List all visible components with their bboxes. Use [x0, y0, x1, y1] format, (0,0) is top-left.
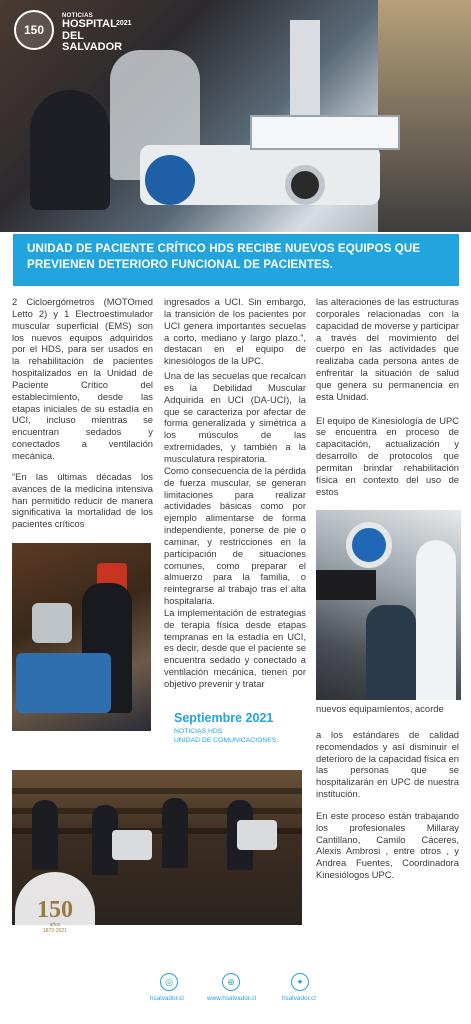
paragraph: las alteraciones de las estructuras corporales relacionadas con la capacidad de moverse y participar a través del movimiento del cuerpo en las actividades que realizaba cada persona antes de enfrentar la situación de salud que genera su permanencia en esta Unidad. — [316, 296, 459, 402]
paragraph: a los estándares de calidad recomendados y así disminuir el deterioro de la capacidad física en las personas que se hospitalizarán en UPC de nuestra institución. — [316, 728, 459, 800]
twitter-icon[interactable]: ✦ — [291, 973, 309, 991]
paragraph: ingresados a UCI. Sin embargo, la transición de los pacientes por UCI genera importantes secuelas a corto, mediano y largo plazo.”, destacan en el equipo de kinesiólogos de la UPC. — [164, 296, 306, 367]
seal-number: 150 — [37, 897, 73, 923]
auditorium-row — [12, 788, 302, 794]
paragraph: Una de las secuelas que recalcan es la Debilidad Muscular Adquirida en UCI (DA-UCI), la que se caracteriza por afectar de forma generalizada y simétrica a los músculos de las extremidades, y también a la musculatura respiratoria. — [164, 370, 306, 464]
seal-word: años — [49, 922, 61, 928]
article-column-3-continued — [316, 703, 459, 890]
photo-device — [32, 603, 72, 643]
hero-wheel — [285, 165, 325, 205]
hero-equipment-label — [250, 115, 400, 150]
headline-banner — [13, 234, 459, 286]
source-line-1: NOTICIAS HDS — [174, 728, 223, 735]
paragraph: nuevos equipamientos, acorde — [316, 703, 444, 714]
brand-name: HOSPITAL DEL SALVADOR — [62, 18, 123, 54]
paragraph: “En las últimas décadas los avances de la medicina intensiva han permitido reducir de manera significativa la mortalidad de los pacientes críticos — [12, 470, 153, 530]
source-line-2: UNIDAD DE COMUNICACIONES — [174, 736, 277, 744]
footer — [0, 968, 471, 1008]
headline-text: UNIDAD DE PACIENTE CRÍTICO HDS RECIBE NUEVOS EQUIPOS QUE PREVIENEN DETERIORO FUNCIONAL DE PACIENTES. — [27, 242, 421, 271]
brand-year: 2021 — [116, 20, 132, 27]
paragraph: La implementación de estrategias de terapia física desde etapas tempranas en la estadía en UCI, es decir, desde que el paciente se encuentra sedado y conectado a ventilación mecánica, tienen por objetivo prevenir y tratar — [164, 606, 306, 689]
photo-person — [32, 800, 58, 870]
brand-small: NOTICIAS — [62, 13, 94, 19]
twitter-link[interactable]: hsalvador.cl — [282, 995, 316, 1002]
photo-patient-bed — [12, 543, 151, 731]
dateline-month: Septiembre 2021 — [174, 711, 274, 725]
instagram-icon[interactable]: ◎ — [160, 973, 178, 991]
instagram-link[interactable]: hsalvador.cl — [150, 995, 184, 1002]
photo-device-arm — [316, 570, 376, 600]
web-icon[interactable]: ⊕ — [222, 973, 240, 991]
paragraph: El equipo de Kinesiología de UPC se encuentra en proceso de capacitación, actualización y desarrollo de protocolos que permitan brindar rehabilitación física en contexto del uso de estos — [316, 414, 459, 497]
hero-patient-shape — [30, 90, 110, 210]
photo-device — [112, 830, 152, 860]
anniversary-seal — [15, 872, 95, 942]
photo-person — [162, 798, 188, 868]
paragraph: En este proceso están trabajando los profesionales Millaray Cantillano, Camilo Cáceres, Alexis Ambrosi , entre otros , y Andrea Fuentes, Coordinadora Kinesiólogos UPC. — [316, 809, 459, 881]
article-column-2 — [164, 296, 306, 690]
paragraph: Como consecuencia de la pérdida de fuerza muscular, se generan limitaciones para realizar actividades básicas como por ejemplo alimentarse de forma independiente, ponerse de pie o caminar, y restricciones en la participación de situaciones comunes, como preparar el almuerzo para la familia, o reintegrarse al trabajo tras el alta hospitalaria. — [164, 464, 306, 607]
paragraph: 2 Cicloergómetros (MOTOmed Letto 2) y 1 Electroestimulador muscular superficial (EMS) son los nuevos equipos adquiridos por el HDS, para ser usados en la rehabilitación de pacientes hospitalizados en la Unidad de Paciente Crítico del establecimiento, desde las etapas iniciales de su estadía en UCI, incluso mientras se encuentran sedados y conectados a ventilación mecánica. — [12, 296, 153, 461]
photo-staff-member — [366, 605, 416, 700]
logo-mark: 150 — [23, 23, 45, 37]
photo-bed — [16, 653, 111, 713]
photo-staff-member — [416, 540, 456, 700]
hospital-logo — [14, 10, 54, 50]
seal-years: 1872-2021 — [43, 928, 67, 934]
photo-device-wheel — [346, 522, 392, 568]
photo-device — [237, 820, 277, 850]
hero-blue-pedal — [145, 155, 195, 205]
website-link[interactable]: www.hsalvador.cl — [207, 995, 257, 1002]
photo-kinesiologist — [316, 510, 461, 700]
article-column-1 — [12, 296, 153, 539]
hero-photo — [0, 0, 471, 232]
article-column-3 — [316, 296, 459, 507]
dateline-source — [174, 728, 276, 746]
